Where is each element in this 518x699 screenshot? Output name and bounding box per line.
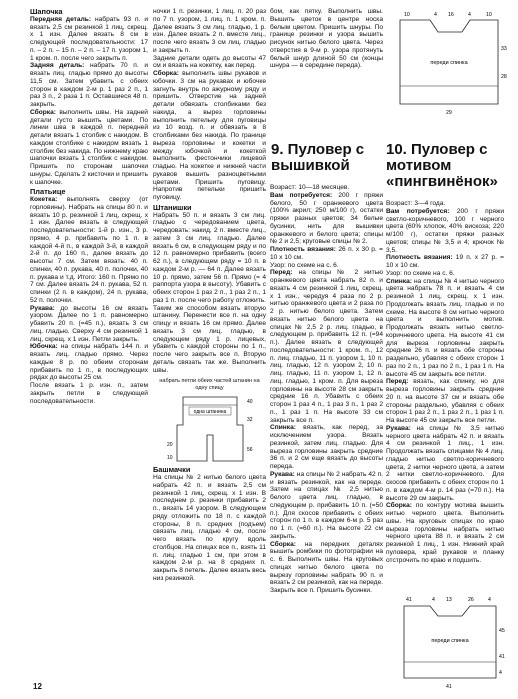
column-3 [270,184,383,595]
s9-back-text: вязать, как перед, за исключением узора. Вязать резинкой, затем лиц. гладью. Для выреза горловины закрыть средние 36 п. и 2 см еще вязать до высоты переда. [270,424,383,470]
pants-diagram-label: одна штанина [193,409,227,416]
s9-sleeves-text: на спицы № 2 набрать 42 п. и вязать резинкой, как на переде. Затем на спицах № 2,5 нитью белого цвета лиц. гладью, в следующем р. прибавить 10 п. (=50 п.). Для скосов прибавить с обеих сторон по 1 п. в каждом 6-м р. 5 раз по 1 п. (=60 п.). На высоте 22 см закрыть. [270,470,383,540]
s9-assembly-label: Сборка: [270,540,296,548]
assembly2-paragraph [153,70,266,202]
bottom-diagram-label: переди спинка [431,638,469,644]
s10-pattern: Узор: по схеме на с. 6. [386,269,455,277]
pants-title: Штанишки [153,202,192,212]
top-dim-6: 33 [501,46,507,52]
assembly-text: выполнить швы. На задней детали густо вышить цветами. По линии шва в каждой п. передней детали вязать 1 столбик с накидом. В каждом столбике с накидом вязать 1 столбик без накида. По нижнему краю шапочки вязать 1 столбик с накидом. Пришить по сторонам шапочки шнуры. Сделать 2 кисточки и пришить к шапочке. [30,108,148,186]
s10-sleeves [386,425,504,503]
socks-text: На спицы № 2 нитью белого цвета набрать 42 п. и вязать 2,5 см резинкой 1 лиц, скрещ. х 1 изн. В последнем р. резинки прибавить 2 п., вязать 14 узором. В следующем ряду отложить по 18 п. с каждой стороны, 8 п. средних (подъем) связать лиц. гладью 4 см, после чего вязать по кругу вдоль столбцов. На спицах все п., взять 11 п. лиц. гладью 1 см, при этом в каждом 2-м р. на 8 средних п. закрыть 8 петель. Далее вязать весь низ резинкой. [153,474,266,582]
s9-sleeves [270,471,383,541]
sleeves-paragraph [30,305,148,344]
dress-title: Платьице [30,187,66,197]
bottom-dim-4: 26 [468,597,474,603]
s10-sleeves-label: Рукава: [386,424,411,432]
s10-density-label: Плотность вязания: [386,254,453,262]
bottom-dim-3: 13 [446,597,452,603]
bottom-dim-1: 41 [406,597,412,603]
s9-front-text: на спицы № 2 нитью оранжевого цвета набрать 82 п. и вязать 4 см резинкой 1 лиц, скрещ. х 1 изн., чередуя 4 раза по 2 р. нитью оранжевого цвета и 2 раза по 2 р. нитью белого цвета. Затем вязать нитью белого цвета на спицах № 2,5 2 р. лиц. гладью, в следующем р. прибавить 12 п. (=94 п.). Далее вязать в следующей последовательности: 1 кром. п., 12 п. лиц. гладью, 11 п. узором 1, 10 п. лиц. гладью, 12 п. узором 2, 10 п. лиц. гладью, 11 п. узором 1, 12 п. лиц. гладью, 1 кром. п. Для выреза горловины на высоте 28 см закрыть средние 16 п. Убавить с обеих сторон 1 раз 4 п., 1 раз 3 п., 1 раз 2 п., 1 раз 1 п. На высоте 33 см закрыть все п. [270,269,383,424]
column-4 [386,200,504,564]
s10-front [386,378,504,425]
socks-title: Башмачки [153,465,191,475]
s9-density-text: 26 п. х 30 р. = 10 х 10 см. [270,246,383,261]
hat-title: Шапочка [30,7,63,16]
top-dim-2: 4 [434,12,437,18]
assembly-label: Сборка: [30,108,56,116]
pants-dim-3: 56 [247,447,253,454]
s9-front-label: Перед: [270,269,293,277]
bottom-dim-2: 4 [432,597,435,603]
s10-sleeves-text: на спицы № 3,5 нитью черного цвета набрать 42 п. и вязать 4 см резинкой 1 лиц., 1 изн. Продолжать вязать спицами № 4 лиц. гладью нитью светло-коричневого цвета, 2 нитки черного цвета, а затем 2 нитки светло-коричневого. Для скосов прибавить с обеих сторон по 1 п. в каждом 4-м р. 14 раз (=70 п.). На высоте 29 см закрыть. [386,424,504,502]
top-dim-1: 10 [404,12,410,18]
top-dim-3: 16 [448,12,454,18]
assembly2-label: Сборка: [153,70,179,77]
s9-sleeves-label: Рукава: [270,470,295,478]
s10-age: Возраст: 3—4 года. [386,200,446,207]
col3-top-text: бом, как пятку. Выполнить швы. Вышить цветок в центре носка белым цветом. Пришить шнуры. По границе резинки и узора вышить рисунок нитью белого цвета. Через отверстия в 9-м р. узора протянуть белый шнур длиной 50 см (концы шнура — в середине переда). [270,8,383,70]
bottom-dim-7: 41 [499,654,505,660]
s10-density-text: 19 п. х 27 р. = 10 х 10 см. [386,254,505,269]
column-2 [153,8,266,583]
s9-back-label: Спинка: [270,424,296,432]
sleeves-text: до высоты 16 см вязать узором. Далее по 1 п. равномерно убавить 20 п. (=45 п.), вязать 3 см лиц. гладью. Сверху 4 см резинкой 1 лиц, скрещ. х 1 изн. Петли закрыть. [30,304,148,343]
pants-diagram [153,391,266,466]
s9-pattern: Узор: по схеме на с. 6. [270,261,339,269]
pullover10-diagram [388,592,510,692]
front-label: Передняя деталь: [30,15,92,23]
skirt-text: на спицы набрать 144 п. и вязать лиц. гладью прямо. Через каждые 8 р. по обеим сторонам прибавить по 1 п., в последующих рядах до высоты 25 см. [30,343,148,382]
pullover9-diagram [386,8,511,118]
back-label: Задняя деталь: [30,62,85,70]
s10-front-label: Перед: [386,378,409,386]
pants-dim-1: 40 [247,399,253,406]
pants-text: Набрать 50 п. и вязать 3 см лиц. гладью с чередованием цвета, чередовать: накид, 2 п. вместе лиц., затем 3 см лиц. гладью. Далее вязать 6 см, в следующем ряду и по 12 п. равномерно прибавить (всего 62 п.), в следующем ряду = 10 п. в каждом 2-м р. — 64 п. Далее вязать 10 р. прямо, затем 56 п. Прямо (= 4 раппорта узора в высоту). Убавить с обеих сторон 1 раз 2 п., 1 раз 2 п., 1 раз 1 п. после чего работу отложить. Таким же способом вязать вторую штанину. Перенести все п. на одну спицу и вязать 16 см прямо. Далее вязать 3 см лиц. гладью, в следующем ряду 1 р. лицевых, убавить с каждой стороны по 1 п., после чего закрыть все п. Вторую деталь связать так же. Выполнить швы. [153,211,266,374]
skirt-paragraph [30,343,148,382]
pants-diagram-caption: набрать петли обеих частей штанин на одну спицу [159,378,260,391]
s10-assembly [386,502,504,564]
skirt-label: Юбочка: [30,343,58,351]
hat-front-paragraph [30,16,148,63]
top-dim-5: 10 [486,12,492,18]
s9-age: Возраст: 10—18 месяцев. [270,184,350,191]
s9-density [270,246,383,262]
s9-density-label: Плотность вязания: [270,246,336,253]
yoke-paragraph [30,196,148,305]
bottom-dim-5: 4 [488,597,491,603]
s10-assembly-label: Сборка: [386,502,412,510]
s10-materials [386,208,504,255]
pants-dim-4: 20 [167,442,173,449]
sleeves-label: Рукава: [30,304,55,312]
bottom-dim-6: 45 [499,628,505,634]
section-10-title: 10. Пуловер с мотивом «пингвинёнок» [386,141,498,190]
top-diagram-label: переди спинка [430,60,468,66]
assembly2-text: выполнить швы рукавов и юбочки. 3 см на рукавах и юбочке загнуть внутрь по ажурному ряду и пришить. Отверстие на задней детали обвязать столбиками без накида, а вырез горловины выполнить петельку для пуговицы из 10 возд. п. и обвязать в 8 столбиками без накида. По границе выреза горловины и кокетки и между юбочкой и кокеткой выполнить фестончики лицевой гладью. На кокетке и нижней части рукавов вышить разноцветными цветами. Пришить пуговицу. Напротив петельки пришить пуговицу. [153,70,266,201]
s9-materials-label: Вам потребуется: [270,191,333,199]
yoke-text: выполнять сверху (от горловины). Набрать на спицы 80 п. и вязать 10 р. резинкой 1 лиц, скрещ. х 1 изн. Далее вязать в следующей последовательности: 1-й р. изн., 3 р. прямо, 4 р. прибавить по 1 п. в каждой 4-й п., в каждой 3-й, в каждой 2-й п. до 160 п., далее вязать до высоты 7 см. Затем вязать: 40 п. спинки, 40 п. рукава, 40 п. полочки, 40 п. рукава и т.д. Итого: 160 п. Прямо по 7 см. Далее вязать 24 п. рукава, 52 п. спинки (2 п. в каждом), 24 п. рукава, 52 п. полочки. [30,196,148,304]
s10-materials-text: 200 г пряжи светло-коричневого, 100 г черного цвета (60% хлопок, 40% вискоза; 220 м/100 г), остатки пряжи разных цветов; спицы № 3,5 и 4; крючок № 3,5. [386,207,504,254]
top-dim-8: 29 [446,110,452,116]
yoke-label: Кокетка: [30,196,58,203]
s10-back-label: Спинка: [386,277,412,285]
s10-density [386,254,504,270]
bottom-dim-8: 4 [499,670,502,676]
front-text: набрать 93 п. и вязать 2,5 см резинкой 1 лиц, скрещ. х 1 изн. Далее вязать 8 см в следующей последовательности: 17 п. – 2 п. – 15 п. – 2 п. – 17 п. узором 1, 1 кром. п. после чего закрыть п. [30,15,148,62]
top-dim-7: 28 [501,74,507,80]
column-1 [30,8,148,405]
s9-assembly [270,541,383,595]
s10-materials-label: Вам потребуется: [386,207,450,215]
pants-dim-5: 10 [167,455,173,462]
hat-assembly-paragraph [30,109,148,187]
s9-materials-text: 200 г пряжи белого, 50 г оранжевого цвета (100% акрил; 250 м/100 г), остатки пряжи разных цветов; 34 белые бусинки, нить для вышивки оранжевого и белого цвета; спицы № 2 и 2,5; круговые спицы № 2. [270,191,383,246]
bottom-dim-9: 41 [446,684,452,690]
s10-front-text: вязать, как спинку, но для выреза горловины закрыть средние 20 п. на высоте 37 см и вязать обе стороны раздельно, убавляя с обеих сторон 1 раз 2 п., 1 раз 2 п., 1 раз 1 п. На высоте 45 см закрыть все петли. [386,378,504,424]
back-text: набрать 70 п. и вязать лиц. гладью прямо до высоты 11,5 см. Затем убавить с обеих сторон в каждом 2-м р. 1 раз 2 п., 1 раз 3 п., 2 раза 1 п. Оставшиеся 48 п. закрыть. [30,62,149,108]
top-dim-4: 4 [468,12,471,18]
section-9-title: 9. Пуловер с вышивкой [271,141,365,174]
s10-back-text: на спицы № 4 нитью черного цвета набрать 78 п. и вязать 4 см резинкой 1 лиц, скрещ. х 1 изн. Продолжать вязать лиц. гладью и по схеме. На высоте 8 см нитью черного цвета и выполнить мотив. Продолжать вязать нитью светло-коричневого цвета. На высоте 41 см для выреза горловины закрыть средние 26 п. и вязать обе стороны раздельно, убавляя с обеих сторон 1 раз по 2 п., 1 раз по 2 п., 1 раз 1 п. На высоте 45 см закрыть все петли. [386,277,504,378]
sew-paragraph: После вязать 1 р. изн. п., затем закрыть петли в следующей последовательности. [30,382,148,405]
pants-dim-2: 32 [247,417,253,424]
column-3-top [270,8,383,70]
col2-text-1: ночки 1 п. резинки, 1 лиц. п. 20 раз по 7 п. узором, 1 лиц. п. 1 кром. п. Далее вязать 3 см лиц. гладью, 1 р. изн. Далее вязать 2 п. вместе лиц., после чего вязать 3 см лиц. гладью и закрыть п. [153,8,266,54]
s9-materials [270,192,383,246]
s10-back [386,278,504,379]
s9-front [270,269,383,424]
s9-assembly-text: на передних деталях вышить ромбики по фотографии на с. 6. Выполнить швы. На круговых спицах нитью белого цвета по вырезу горловины набрать 90 п. и вязать 2 см резинкой, как на переде. Закрыть все п. Пришить бусинки. [270,540,383,594]
s9-back [270,424,383,471]
col2-text-2: Задние детали одеть до высоты 47 см и вязать на кокетку, как перед. [153,54,266,70]
page-number: 12 [33,682,42,691]
s10-assembly-text: по контуру мотива вышить нитью черного цвета. Выполнить швы. На круговых спицах по краю выреза горловины набрать нитью черного цвета 88 п. и вязать 2 см резинкой 1 лиц., 1 изн. Нижний край пуловера, край рукавов и планку отстрочить по краю и подшить. [386,502,504,564]
hat-back-paragraph [30,62,148,109]
